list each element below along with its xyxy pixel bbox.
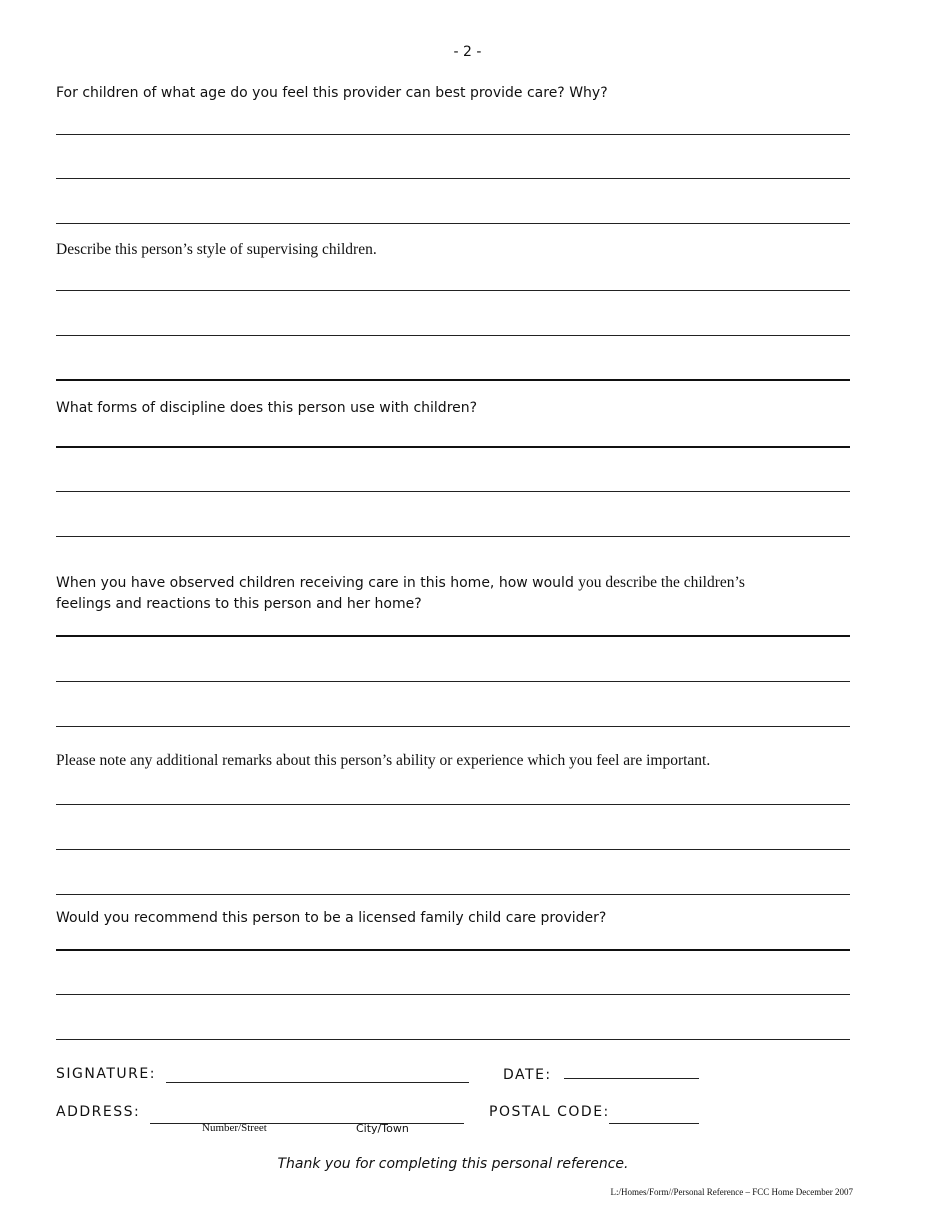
thank-you-note: Thank you for completing this personal reference. — [277, 1156, 629, 1172]
question-age-range: For children of what age do you feel this provider can best provide care? Why? — [56, 85, 608, 101]
question-children-feelings-part2: you describe the children’s — [578, 574, 745, 591]
answer-line[interactable] — [56, 994, 850, 995]
footer-file-path: L:/Homes/Form//Personal Reference – FCC Home December 2007 — [610, 1187, 853, 1197]
date-label: DATE: — [503, 1067, 552, 1083]
answer-line[interactable] — [56, 536, 850, 537]
city-town-caption: City/Town — [356, 1122, 409, 1135]
question-children-feelings-part1: When you have observed children receiving care in this home, how would — [56, 575, 579, 591]
postal-code-label: POSTAL CODE: — [489, 1104, 610, 1120]
question-children-feelings — [56, 573, 745, 594]
answer-line[interactable] — [56, 379, 850, 381]
postal-code-field[interactable] — [609, 1123, 699, 1124]
answer-line[interactable] — [56, 134, 850, 135]
signature-label: SIGNATURE: — [56, 1066, 156, 1082]
page-number: - 2 - — [453, 44, 482, 60]
answer-line[interactable] — [56, 726, 850, 727]
number-street-caption: Number/Street — [202, 1122, 267, 1134]
answer-line[interactable] — [56, 178, 850, 179]
answer-line[interactable] — [56, 849, 850, 850]
answer-line[interactable] — [56, 223, 850, 224]
answer-line[interactable] — [56, 894, 850, 895]
answer-line[interactable] — [56, 1039, 850, 1040]
question-recommend: Would you recommend this person to be a licensed family child care provider? — [56, 910, 607, 926]
question-supervising-style: Describe this person’s style of supervising children. — [56, 241, 377, 258]
question-discipline: What forms of discipline does this person use with children? — [56, 400, 478, 416]
question-additional-remarks: Please note any additional remarks about this person’s ability or experience which you feel are important. — [56, 752, 711, 769]
answer-line[interactable] — [56, 446, 850, 448]
answer-line[interactable] — [56, 335, 850, 336]
date-field[interactable] — [564, 1078, 699, 1079]
question-children-feelings-line2: feelings and reactions to this person and her home? — [56, 596, 422, 612]
address-label: ADDRESS: — [56, 1104, 141, 1120]
answer-line[interactable] — [56, 804, 850, 805]
answer-line[interactable] — [56, 290, 850, 291]
answer-line[interactable] — [56, 491, 850, 492]
answer-line[interactable] — [56, 681, 850, 682]
signature-field[interactable] — [166, 1082, 469, 1083]
address-field[interactable] — [150, 1123, 464, 1124]
answer-line[interactable] — [56, 635, 850, 637]
answer-line[interactable] — [56, 949, 850, 951]
